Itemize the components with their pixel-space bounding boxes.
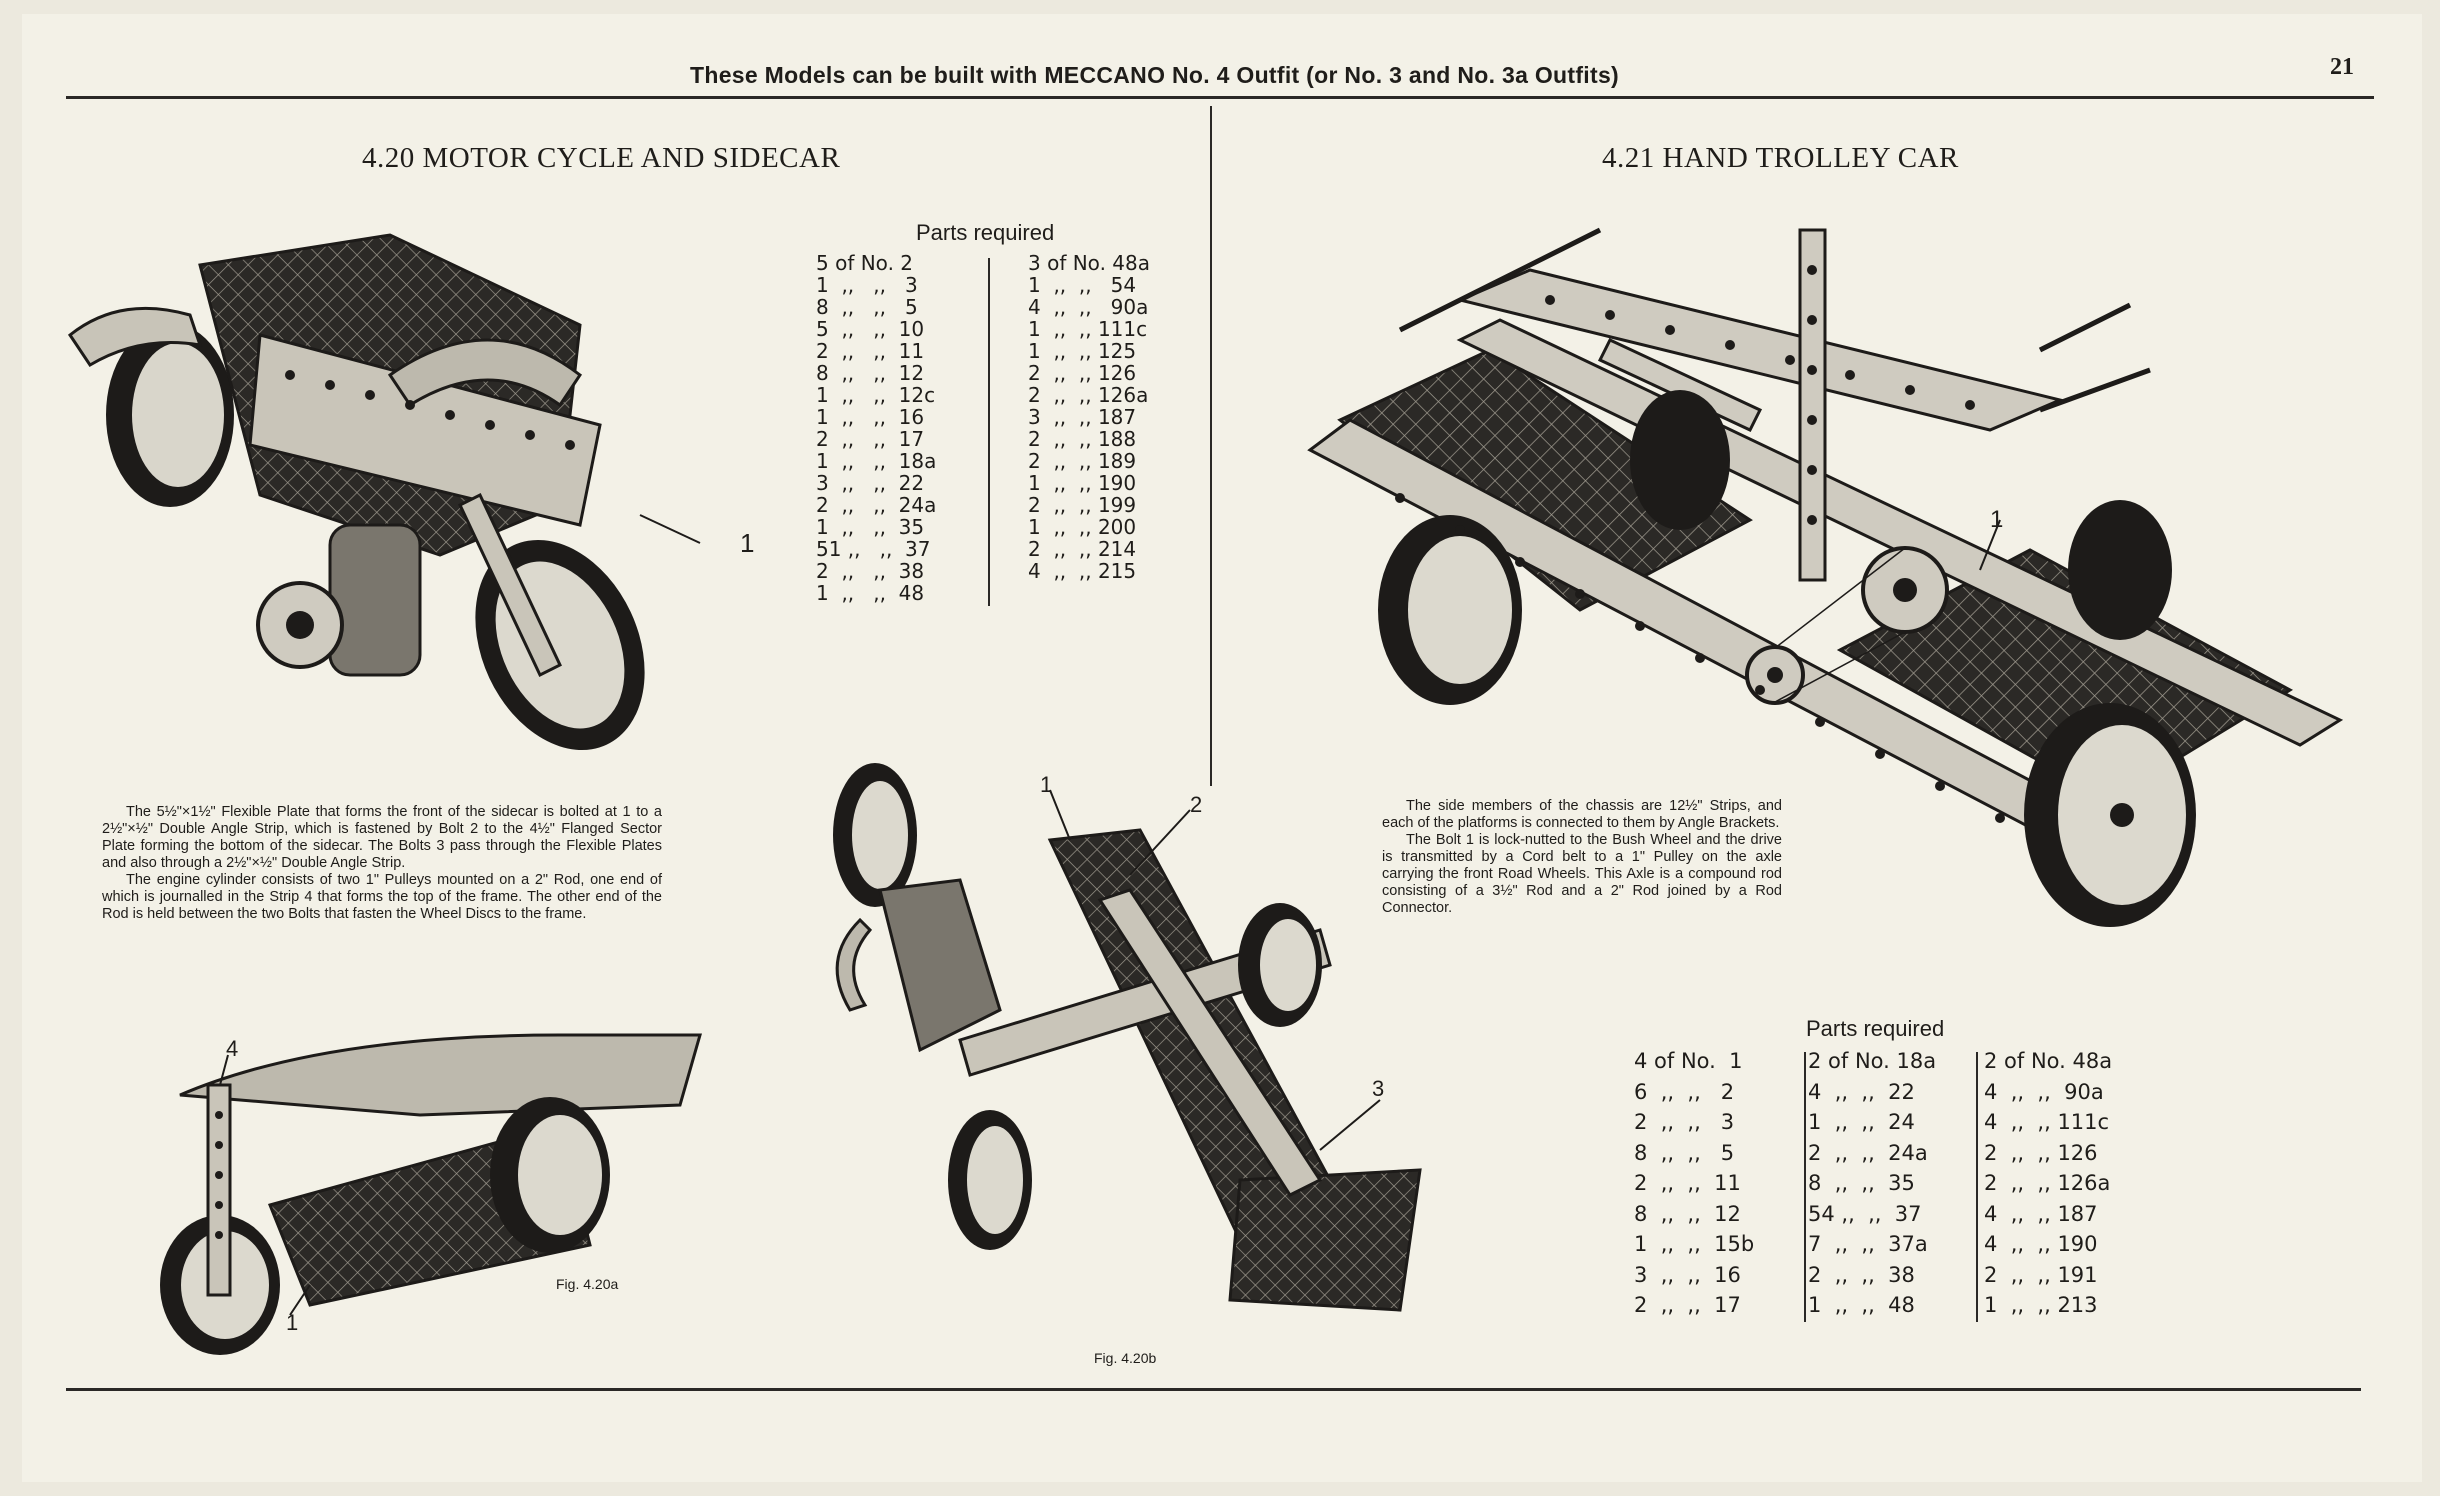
model-421-title: 4.21 HAND TROLLEY CAR [1602, 142, 1959, 174]
model-421-description-1: The side members of the chassis are 12½" Strips, and each of the platforms is connected to them by Angle Brackets. [1382, 798, 1782, 831]
model-421-parts-col1: 4 of No. 1 6 ,, ,, 2 2 ,, ,, 3 8 ,, ,, 5 2 ,, ,, 11 8 ,, ,, 12 1 ,, ,, 15b 3 ,, ,, 16 2 ,, ,, 17 [1634, 1049, 1755, 1317]
callout-1-fig-a: 1 [286, 1310, 299, 1335]
model-421-description-2: The Bolt 1 is lock-nutted to the Bush Wheel and the drive is transmitted by a Cord belt to a 1" Pulley on the axle carrying the front Road Wheels. This Axle is a compound rod consisting of a 3½" Rod and a 2" Rod joined by a Rod Connector. [1382, 832, 1782, 916]
callout-3: 3 [1372, 1076, 1385, 1101]
model-420-description-1: The 5½"×1½" Flexible Plate that forms the front of the sidecar is bolted at 1 to a 2½"×½" Double Angle Strip, which is fastened by Bolt 2 to the 4½" Flanged Sector Plate forming the bottom of the sidecar. The Bolts 3 pass through the Flexible Plates and also through a 2½"×½" Double Angle Strip. [102, 804, 662, 871]
model-421-parts-col3: 2 of No. 48a 4 ,, ,, 90a 4 ,, ,, 111c 2 ,, ,, 126 2 ,, ,, 126a 4 ,, ,, 187 4 ,, ,, 190 2 ,, ,, 191 1 ,, ,, 213 [1984, 1049, 2113, 1317]
parts-421-divider-2 [1976, 1052, 1978, 1322]
page-number: 21 [2330, 54, 2354, 80]
model-420-parts-title: Parts required [916, 220, 1055, 245]
model-420-title: 4.20 MOTOR CYCLE AND SIDECAR [362, 142, 841, 174]
callout-1-main: 1 [740, 528, 755, 558]
callout-2: 2 [1190, 792, 1203, 817]
callout-4: 4 [226, 1036, 239, 1061]
motorcycle-sidecar-illustration [60, 195, 760, 775]
fig-420a-label: Fig. 4.20a [556, 1276, 619, 1292]
model-420-description-2: The engine cylinder consists of two 1" Pulleys mounted on a 2" Rod, one end of which is journalled in the Strip 4 that forms the top of the frame. The other end of the Rod is held between the two Bolts that fasten the Wheel Discs to the frame. [102, 872, 662, 922]
callout-1-fig-b: 1 [1040, 772, 1053, 797]
callout-1-trolley: 1 [1990, 506, 2004, 533]
model-420-parts-left: 5 of No. 2 1 ,, ,, 3 8 ,, ,, 5 5 ,, ,, 10 2 ,, ,, 11 8 ,, ,, 12 1 ,, ,, 12c 1 ,, ,, 16 2 ,, ,, 17 1 ,, ,, 18a 3 ,, ,, 22 2 ,, ,, 24a 1 ,, ,, 35 51 ,, ,, 37 2 ,, ,, 38 1 ,, ,, 48 [816, 251, 937, 605]
footer-rule [66, 1388, 2361, 1391]
header-rule [66, 96, 2374, 99]
fig-420b-label: Fig. 4.20b [1094, 1350, 1157, 1366]
model-420-description [102, 804, 662, 923]
parts-421-divider-1 [1804, 1052, 1806, 1322]
parts-420-divider [988, 258, 990, 606]
model-420-parts-right: 3 of No. 48a 1 ,, ,, 54 4 ,, ,, 90a 1 ,, ,, 111c 1 ,, ,, 125 2 ,, ,, 126 2 ,, ,, 126a 3 ,, ,, 187 2 ,, ,, 188 2 ,, ,, 189 1 ,, ,, 190 2 ,, ,, 199 1 ,, ,, 200 2 ,, ,, 214 4 ,, ,, 215 [1028, 251, 1150, 583]
column-divider [1210, 106, 1212, 786]
page-header: These Models can be built with MECCANO No. 4 Outfit (or No. 3 and No. 3a Outfits) [690, 62, 1620, 88]
motorcycle-side-view-illustration [120, 975, 720, 1375]
model-421-parts-title: Parts required [1806, 1016, 1945, 1041]
model-421-parts-col2: 2 of No. 18a 4 ,, ,, 22 1 ,, ,, 24 2 ,, ,, 24a 8 ,, ,, 35 54 ,, ,, 37 7 ,, ,, 37a 2 ,, ,, 38 1 ,, ,, 48 [1808, 1049, 1937, 1317]
model-421-description [1382, 798, 1782, 917]
